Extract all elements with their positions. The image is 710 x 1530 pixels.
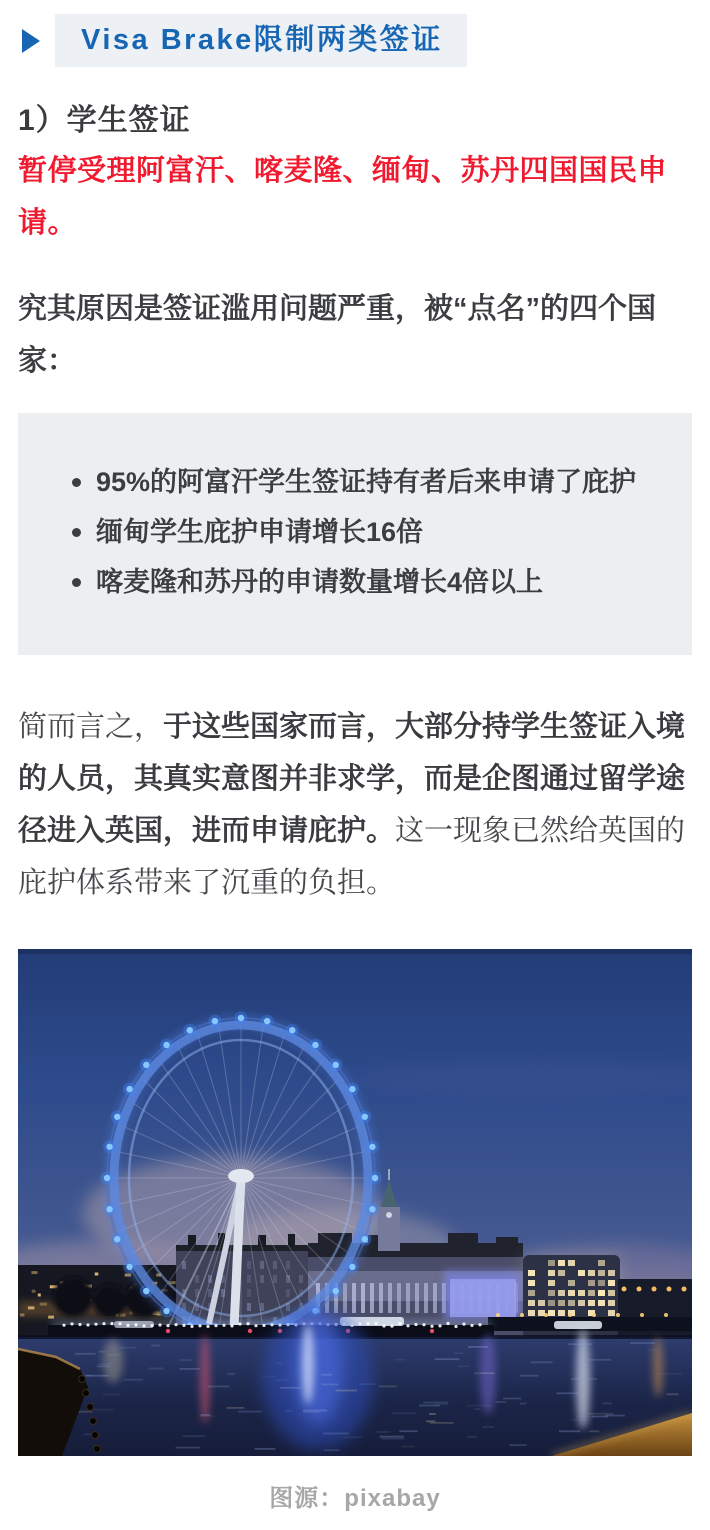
article-page [0,14,710,1513]
summary-bold: 于这些国家而言，大部分持学生签证入境的人员，其真实意图并非求学，而是企图通过留学途径进入英国，进而申请庇护。 [18,711,686,847]
image-credit-caption: 图源：pixabay [269,1485,441,1512]
highlight-box [18,413,692,655]
list-item: 95%的阿富汗学生签证持有者后来申请了庇护 [72,457,682,507]
play-triangle-icon [22,29,40,53]
section-header [18,14,692,67]
list-item: 喀麦隆和苏丹的申请数量增长4倍以上 [72,557,682,607]
summary-lead: 简而言之， [18,711,164,743]
summary-paragraph [18,701,692,909]
summary-rest: 这一现象已然给英国的庇护体系带来了沉重的负担。 [18,815,686,899]
list-item: 缅甸学生庇护申请增长16倍 [72,507,682,557]
subsection-heading: 1）学生签证 [18,104,191,137]
bullet-list [72,457,682,607]
reason-lead-text: 究其原因是签证滥用问题严重，被“点名”的四个国家： [18,293,657,377]
london-eye-night-photo[interactable] [18,949,692,1456]
alert-text: 暂停受理阿富汗、喀麦隆、缅甸、苏丹四国国民申请。 [18,155,668,239]
article-figure [18,949,692,1513]
section-title: Visa Brake限制两类签证 [55,14,467,67]
